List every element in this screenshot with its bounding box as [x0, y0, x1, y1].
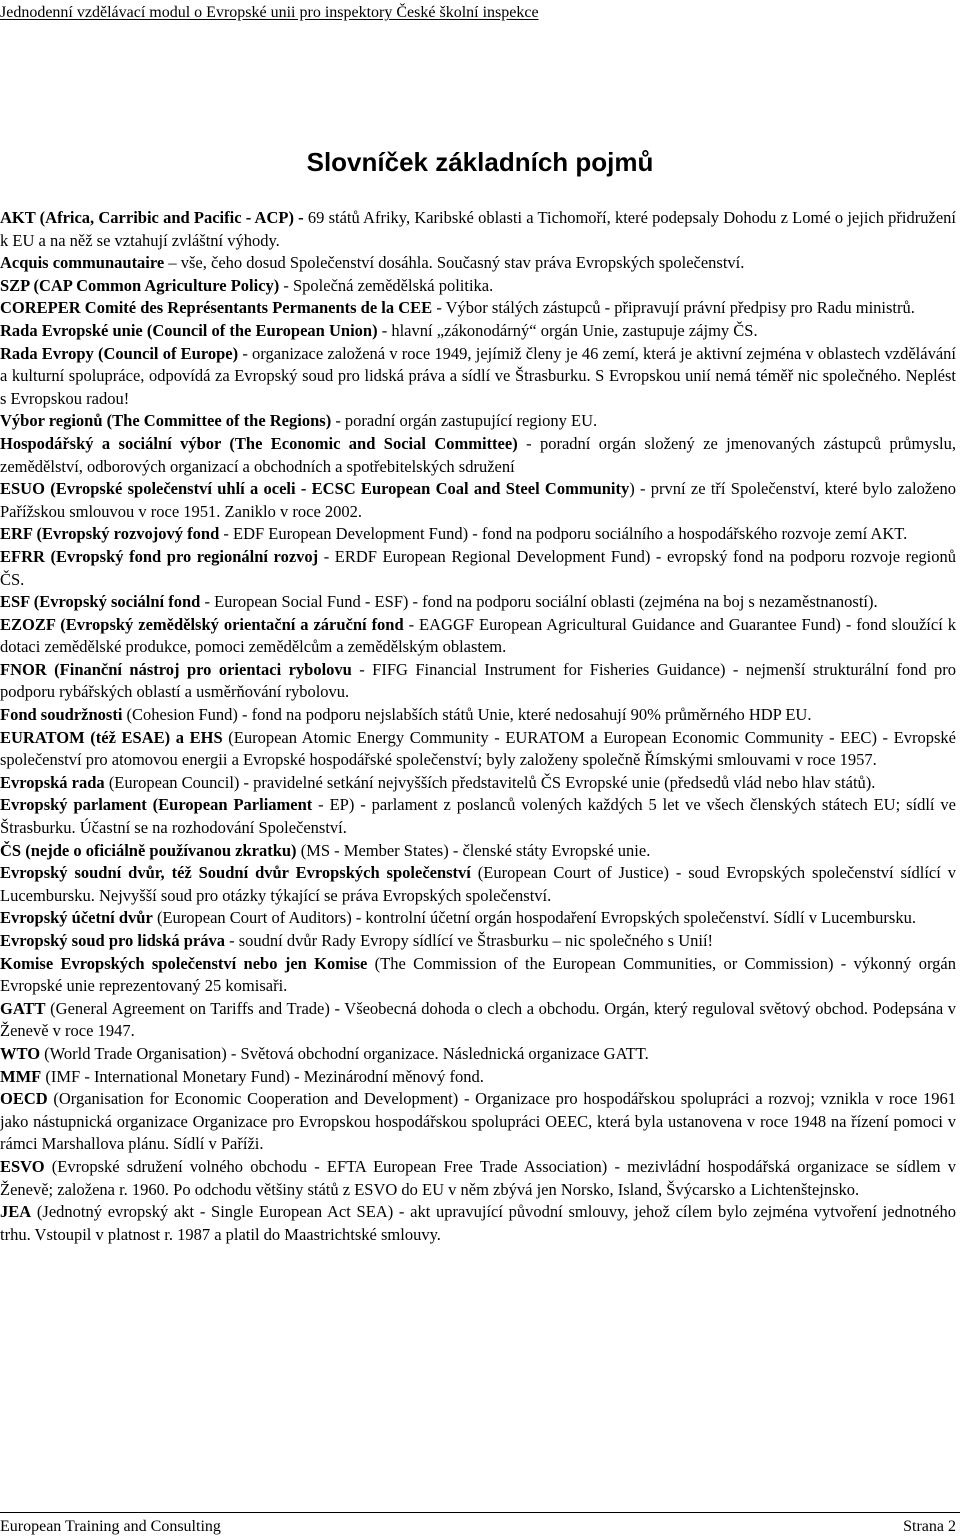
glossary-entry: [0, 772, 956, 795]
glossary-definition: (Cohesion Fund) - fond na podporu nejslabších států Unie, které nedosahují 90% průměrného HDP EU.: [122, 705, 812, 725]
glossary-term: JEA: [0, 1202, 32, 1222]
glossary-term: Rada Evropské unie (Council of the European Union): [0, 320, 378, 340]
glossary-entry: [0, 1088, 956, 1156]
glossary-term: AKT (Africa, Carribic and Pacific - ACP) -: [0, 208, 304, 227]
glossary-term: COREPER Comité des Représentants Permanents de la CEE: [0, 298, 433, 318]
glossary-definition: (MS - Member States) - členské státy Evropské unie.: [296, 840, 651, 860]
footer-organization: European Training and Consulting: [0, 1518, 221, 1535]
glossary-entry: [0, 275, 956, 298]
glossary-definition: (Jednotný evropský akt - Single European Act SEA) - akt upravující původní smlouvy, jehož cílem bylo zejména vytvoření jednotného trhu. Vstoupil v platnost r. 1987 a platil do Maastrichtské smlouvy.: [0, 1202, 956, 1244]
glossary-term: Evropský parlament (European Parliament: [0, 795, 313, 815]
glossary-definition: (Evropské sdružení volného obchodu - EFTA European Free Trade Association) - mezivládní hospodářská organizace se sídlem v Ženevě; založena r. 1960. Po odchodu většiny států z ESVO do EU v něm zbývá jen Norsko, Island, Švýcarsko a Lichtenštejnsko.: [0, 1156, 956, 1199]
glossary-entry: [0, 252, 956, 275]
glossary-definition: - poradní orgán složený ze jmenovaných zástupců průmyslu, zemědělství, odborových organizací a obchodních a spotřebitelských sdružení: [0, 433, 956, 476]
glossary-entry: [0, 320, 956, 343]
glossary-entry: [0, 297, 956, 320]
page-number: Strana 2: [903, 1518, 956, 1535]
glossary-definition: (IMF - International Monetary Fund) - Mezinárodní měnový fond.: [41, 1066, 484, 1086]
glossary-definition: - EDF European Development Fund) - fond na podporu sociálního a hospodářského rozvoje zemí AKT.: [219, 524, 908, 544]
glossary-entry: [0, 478, 956, 523]
glossary-term: Hospodářský a sociální výbor (The Economic and Social Committee): [0, 433, 518, 453]
glossary-list: [0, 207, 956, 1246]
glossary-definition: (General Agreement on Tariffs and Trade) - Všeobecná dohoda o clech a obchodu. Orgán, který reguloval světový obchod. Podepsána v Ženevě v roce 1947.: [0, 998, 956, 1041]
glossary-entry: [0, 930, 956, 953]
glossary-definition: (European Court of Justice) - soud Evropských společenství sídlící v Lucembursku. Nejvyšší soud pro otázky týkající se práva Evropských společenství.: [0, 863, 956, 905]
glossary-term: Acquis communautaire: [0, 253, 165, 273]
glossary-entry: [0, 1043, 956, 1066]
glossary-definition: - ERDF European Regional Development Fund) - evropský fond na podporu rozvoje regionů ČS.: [0, 546, 956, 589]
glossary-term: Evropský účetní dvůr: [0, 908, 153, 928]
glossary-term: Rada Evropy (Council of Europe): [0, 343, 239, 363]
glossary-term: EFRR (Evropský fond pro regionální rozvoj: [0, 546, 319, 566]
page-footer: [0, 1517, 956, 1537]
glossary-definition: - hlavní „zákonodárný“ orgán Unie, zastupuje zájmy ČS.: [377, 320, 758, 340]
glossary-entry: [0, 1066, 956, 1089]
glossary-definition: (Organisation for Economic Cooperation and Development) - Organizace pro hospodářskou spolupráci a rozvoj; vznikla v roce 1961 jako nástupnická organizace Organizace pro Evropskou hospodářskou spolupráci OEEC, která byla ustanovena v roce 1948 na řízení pomoci v rámci Marshallova plánu. Sídlí v Paříži.: [0, 1089, 956, 1154]
glossary-definition: 69 států Afriky, Karibské oblasti a Tichomoří, které podepsaly Dohodu z Lomé o jejich přidružení k EU a na něž se vztahují zvláštní výhody.: [0, 208, 956, 250]
glossary-entry: [0, 1201, 956, 1246]
glossary-entry: [0, 523, 956, 546]
glossary-entry: [0, 591, 956, 614]
glossary-term: Komise Evropských společenství nebo jen Komise: [0, 953, 368, 973]
glossary-entry: [0, 659, 956, 704]
glossary-term: GATT: [0, 998, 46, 1018]
glossary-definition: - EP) - parlament z poslanců volených každých 5 let ve všech členských státech EU; sídlí ve Štrasburku. Účastní se na rozhodování Společenství.: [0, 795, 956, 838]
glossary-term: Evropský soudní dvůr, též Soudní dvůr Evropských společenství: [0, 863, 471, 883]
glossary-term: EZOZF (Evropský zemědělský orientační a záruční fond: [0, 614, 404, 634]
glossary-entry: [0, 207, 956, 252]
glossary-term: ESF (Evropský sociální fond: [0, 592, 201, 612]
glossary-entry: [0, 1156, 956, 1201]
glossary-definition: - Společná zemědělská politika.: [279, 275, 494, 295]
glossary-entry: [0, 704, 956, 727]
glossary-term: OECD: [0, 1089, 48, 1109]
glossary-entry: [0, 794, 956, 839]
glossary-definition: ) - první ze tří Společenství, které bylo založeno Pařížskou smlouvou v roce 1951. Zaniklo v roce 2002.: [0, 479, 956, 521]
glossary-definition: - poradní orgán zastupující regiony EU.: [331, 411, 598, 431]
glossary-entry: [0, 727, 956, 772]
glossary-entry: [0, 862, 956, 907]
page-title: Slovníček základních pojmů: [306, 147, 654, 177]
glossary-entry: [0, 410, 956, 433]
glossary-definition: - organizace založená v roce 1949, jejímiž členy je 46 zemí, která je aktivní zejména v oblastech vzdělávání a kulturní spolupráce, odpovídá za Evropský soud pro lidská práva a sídlí ve Štrasburku. S Evropskou unií nemá téměř nic společného. Neplést s Evropskou radou!: [0, 343, 956, 408]
glossary-term: Fond soudržnosti: [0, 705, 123, 725]
glossary-definition: (European Court of Auditors) - kontrolní účetní orgán hospodaření Evropských společenství. Sídlí v Lucembursku.: [152, 908, 916, 928]
glossary-definition: - soudní dvůr Rady Evropy sídlící ve Štrasburku – nic společného s Unií!: [224, 931, 714, 950]
glossary-definition: – vše, čeho dosud Společenství dosáhla. Současný stav práva Evropských společenství.: [164, 253, 745, 273]
glossary-term: ESUO (Evropské společenství uhlí a oceli - ECSC European Coal and Steel Community: [0, 479, 630, 499]
glossary-term: EURATOM (též ESAE) a EHS: [0, 727, 223, 747]
glossary-entry: [0, 433, 956, 478]
glossary-definition: (European Atomic Energy Community - EURATOM a European Economic Community - EEC) - Evropské společenství pro atomovou energii a Evropské hospodářské společenství; byly založeny společně Římskými smlouvami v roce 1957.: [0, 727, 956, 770]
glossary-term: FNOR (Finanční nástroj pro orientaci rybolovu: [0, 659, 352, 679]
glossary-definition: - FIFG Financial Instrument for Fisheries Guidance) - nejmenší strukturální fond pro podporu rybářských oblastí a usměrňování rybolovu.: [0, 659, 956, 702]
glossary-term: ESVO: [0, 1156, 45, 1176]
glossary-entry: [0, 907, 956, 930]
glossary-entry: [0, 953, 956, 998]
glossary-definition: - European Social Fund - ESF) - fond na podporu sociální oblasti (zejména na boj s nezaměstnaností).: [200, 592, 878, 612]
glossary-definition: - EAGGF European Agricultural Guidance and Guarantee Fund) - fond sloužící k dotaci zemědělské produkce, pomoci zemědělcům a zemědělským oblastem.: [0, 614, 956, 657]
glossary-term: MMF: [0, 1066, 42, 1086]
glossary-entry: [0, 614, 956, 659]
glossary-term: ČS (nejde o oficiálně používanou zkratku): [0, 840, 297, 860]
glossary-term: Výbor regionů (The Committee of the Regions): [0, 411, 332, 431]
glossary-definition: (The Commission of the European Communities, or Commission) - výkonný orgán Evropské unie reprezentovaný 25 komisaři.: [0, 953, 956, 996]
glossary-entry: [0, 840, 956, 863]
glossary-definition: (World Trade Organisation) - Světová obchodní organizace. Následnická organizace GATT.: [40, 1043, 649, 1063]
glossary-entry: [0, 998, 956, 1043]
glossary-term: ERF (Evropský rozvojový fond: [0, 524, 220, 544]
glossary-term: WTO: [0, 1043, 41, 1063]
glossary-term: Evropská rada: [0, 772, 105, 792]
glossary-definition: - Výbor stálých zástupců - připravují právní předpisy pro Radu ministrů.: [432, 298, 915, 318]
running-header: Jednodenní vzdělávací modul o Evropské unii pro inspektory České školní inspekce: [0, 4, 539, 21]
footer-divider: [0, 1512, 960, 1513]
glossary-definition: (European Council) - pravidelné setkání nejvyšších představitelů ČS Evropské unie (předsedů vlád nebo hlav států).: [104, 772, 876, 792]
glossary-entry: [0, 343, 956, 411]
glossary-entry: [0, 546, 956, 591]
glossary-term: SZP (CAP Common Agriculture Policy): [0, 275, 280, 295]
glossary-term: Evropský soud pro lidská práva: [0, 931, 225, 950]
